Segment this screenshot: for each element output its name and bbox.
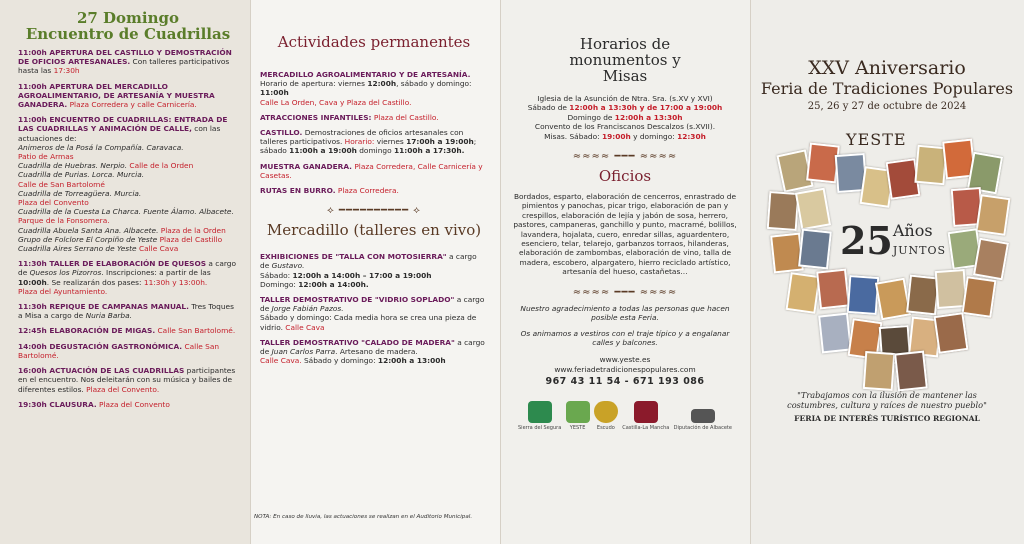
feria-dates: 25, 26 y 27 de octubre de 2024: [807, 101, 967, 112]
yeste-wordmark: YESTE: [846, 130, 907, 149]
poster-stamp: [962, 276, 997, 318]
yeste-logo: YESTE: [566, 401, 590, 431]
event-quesos: 11:30h TALLER DE ELABORACIÓN DE QUESOS a cargo de Quesos los Pizorros. Inscripciones: a partir de las 10:00h. Se realizarán dos pases: 11:30h y 13:00h. Plaza del Ayuntamiento.: [18, 259, 237, 296]
poster-stamp: [795, 188, 831, 231]
panel-activities: [250, 0, 500, 544]
mercadillo-title: Mercadillo (talleres en vivo): [266, 221, 482, 240]
poster-stamp: [818, 313, 852, 354]
website-feria[interactable]: www.feriadetradicionespopulares.com: [554, 364, 696, 374]
poster-stamp: [863, 351, 896, 391]
workshop-calado: TALLER DEMOSTRATIVO "CALADO DE MADERA" a cargo de Juan Carlos Parra. Artesano de madera. Calle Cava. Sábado y domingo: 12:00h a 13:00h: [260, 337, 485, 366]
motto-quote: "Trabajamos con la ilusión de mantener las costumbres, cultura y raíces de nuestro pueblo": [787, 390, 987, 410]
website-yeste[interactable]: www.yeste.es: [599, 355, 651, 365]
years-badge: 25Años JUNTOS: [839, 218, 947, 263]
ornament-divider: ≈≈≈≈ ━━━ ≈≈≈≈: [572, 286, 678, 298]
escudo-logo: Escudo: [594, 401, 618, 431]
workshop-talla: EXHIBICIONES DE "TALLA CON MOTOSIERRA" a cargo de Gustavo. Sábado: 12:00h a 14:00h – 17:00 a 19:00h Domingo: 12:00h a 14:00h.: [260, 252, 477, 289]
feria-title: Feria de Tradiciones Populares: [760, 79, 1014, 98]
ornament-divider: ⟡ ━━━━━━━━━━ ⟡: [327, 205, 421, 217]
activity-castillo: CASTILLO. Demostraciones de oficios artesanales con talleres participativos. Horario: viernes 17:00h a 19:00h; sábado 11:00h a 19:00h domingo 11:00h a 17:30h.: [260, 128, 477, 156]
poster-stamp: [934, 312, 969, 354]
event-cuadrillas: 11:00h ENCUENTRO DE CUADRILLAS: ENTRADA DE LAS CUADRILLAS Y ANIMACIÓN DE CALLE, con las actuaciones de: Animeros de la Posá la Compañía. Caravaca. Patio de Armas Cuadrilla de Huebras. Nerpio. Calle de la Orden Cuadrilla de Purias. Lorca. Murcia. Calle de San Bartolomé Cuadrilla de Torreagüera. Murcia. Plaza del Convento Cuadrilla de la Cuesta La Charca. Fuente Álamo. Albacete. Parque de la Fonsomera. Cuadrilla Abuela Santa Ana. Albacete. Plaza de la Orden Grupo de Folclore El Corpiño de Yeste Plaza del Castillo Cuadrilla Aires Serrano de Yeste Calle Cava: [18, 115, 238, 253]
group-item: Cuadrilla Aires Serrano de Yeste Calle Cava: [18, 244, 179, 254]
poster-stamp: [767, 191, 800, 231]
anniversary-header: [760, 58, 1014, 114]
diputacion-logo: Diputación de Albacete: [674, 409, 732, 431]
sierra-segura-logo: Sierra del Segura: [518, 401, 561, 431]
activity-mercadillo: MERCADILLO AGROALIMENTARIO Y DE ARTESANÍA. Horario de apertura: viernes 12:00h, sábado y domingo: 11:00h Calle La Orden, Cava y Plaza del Castillo.: [260, 70, 472, 107]
activities-title: Actividades permanentes: [277, 33, 471, 51]
activity-burro: RUTAS EN BURRO. Plaza Corredera.: [260, 186, 399, 196]
panel-monuments: [500, 0, 750, 544]
ornament-divider: ≈≈≈≈ ━━━ ≈≈≈≈: [572, 151, 678, 163]
event-castillo: 11:00h APERTURA DEL CASTILLO Y DEMOSTRACIÓN DE OFICIOS ARTESANALES. Con talleres participativos hasta las 17:30h: [18, 48, 232, 76]
event-clausura: 19:30h CLAUSURA. Plaza del Convento: [18, 399, 170, 409]
poster-heart-collage: [760, 130, 1014, 390]
interest-label: FERIA DE INTERÉS TURÍSTICO REGIONAL: [794, 414, 980, 423]
monuments-title: Horarios de monumentos y Misas: [569, 35, 681, 85]
monument-schedule: Iglesia de la Asunción de Ntra. Sra. (s.XV y XVI) Sábado de 12:00h a 13:30h y de 17:00 a 19:00h Domingo de 12:00h a 13:30h Convento de los Franciscanos Descalzos (s.XVII). Misas. Sábado: 19:00h y domingo: 12:30h: [527, 94, 723, 141]
group-list: [18, 143, 238, 253]
poster-stamp: [786, 272, 821, 314]
fold-line: [500, 0, 501, 544]
event-mercadillo: 11:00h APERTURA DEL MERCADILLO AGROALIMENTARIO, DE ARTESANÍA Y MUESTRA GANADERA. Plaza Corredera y calle Carnicería.: [18, 81, 215, 110]
poster-stamp: [847, 275, 880, 315]
thanks-text: Nuestro agradecimiento a todas las personas que hacen posible esta Feria.: [520, 303, 730, 323]
rain-note: NOTA: En caso de lluvia, las actuaciones se realizan en el Auditorio Municipal.: [254, 514, 473, 520]
encuentro-title: Encuentro de Cuadrillas: [25, 25, 231, 43]
poster-stamp: [875, 278, 911, 321]
activity-atracciones: ATRACCIONES INFANTILES: Plaza del Castillo.: [260, 112, 439, 122]
phone-numbers: 967 43 11 54 - 671 193 086: [545, 376, 705, 388]
group-item: Cuadrilla Abuela Santa Ana. Albacete. Plaza de la Orden: [18, 225, 226, 235]
workshop-vidrio: TALLER DEMOSTRATIVO DE "VIDRIO SOPLADO" a cargo de Jorge Fabián Pazos. Sábado y domingo: Cada media hora se crea una pieza de vidrio. Calle Cava: [260, 295, 485, 332]
event-actuacion: 16:00h ACTUACIÓN DE LAS CUADRILLAS participantes en el encuentro. Nos deleitarán con su música y bailes de diferentes estilos. Plaza del Convento.: [18, 366, 236, 394]
panel-sunday-program: [0, 0, 250, 544]
anniversary-title: XXV Aniversario: [808, 57, 966, 79]
fold-line: [250, 0, 251, 544]
oficios-list: Bordados, esparto, elaboración de cencerros, enrastrado de pimientos y panochas, picar trigo, elaboración de pan y crespillos, elaboración de lejía y jabón de sosa, herrero, pastores, campaneras, ganchillo y punto, macramé, bolillos, lavandera, hojalata, cuero, enredar sillas, aguardentero, esenciero, telar, telarejo, garbanzos torraos, hilanderas, elaboración de zambombas, elaboración de vino, talla de madera, escobero, alpargatero, hierro reciclado artístico, artesanía del hueso, castañetas…: [513, 192, 737, 277]
poster-stamp: [816, 269, 850, 310]
group-item: Grupo de Folclore El Corpiño de Yeste Plaza del Castillo: [18, 234, 223, 244]
event-migas: 12:45h ELABORACIÓN DE MIGAS. Calle San Bartolomé.: [18, 326, 236, 336]
group-item: Animeros de la Posá la Compañía. Caravaca. Patio de Armas: [18, 142, 184, 162]
invite-text: Os animamos a vestiros con el traje típico y a engalanar calles y balcones.: [520, 328, 730, 347]
day-heading: 27 Domingo: [76, 9, 180, 27]
event-degustacion: 14:00h DEGUSTACIÓN GASTRONÓMICA. Calle San Bartolomé.: [18, 341, 220, 360]
castilla-la-mancha-logo: Castilla-La Mancha: [622, 401, 669, 431]
activity-ganadera: MUESTRA GANADERA. Plaza Corredera, Calle Carnicería y Casetas.: [260, 161, 483, 180]
sponsor-logos: [512, 401, 738, 431]
group-item: Cuadrilla de Purias. Lorca. Murcia. Calle de San Bartolomé: [18, 170, 145, 189]
group-item: Cuadrilla de la Cuesta La Charca. Fuente Álamo. Albacete. Parque de la Fonsomera.: [18, 207, 234, 226]
group-item: Cuadrilla de Huebras. Nerpio. Calle de la Orden: [18, 161, 194, 171]
poster-stamp: [894, 351, 928, 392]
poster-stamp: [976, 194, 1011, 236]
fold-line: [750, 0, 751, 544]
oficios-title: Oficios: [598, 167, 652, 186]
poster-stamp: [798, 229, 832, 270]
panel-cover: [750, 0, 1024, 544]
event-campanas: 11:30h REPIQUE DE CAMPANAS MANUAL. Tres Toques a Misa a cargo de Nuria Barba.: [18, 302, 234, 321]
group-item: Cuadrilla de Torreagüera. Murcia. Plaza del Convento: [18, 188, 142, 208]
poster-stamp: [973, 238, 1009, 281]
